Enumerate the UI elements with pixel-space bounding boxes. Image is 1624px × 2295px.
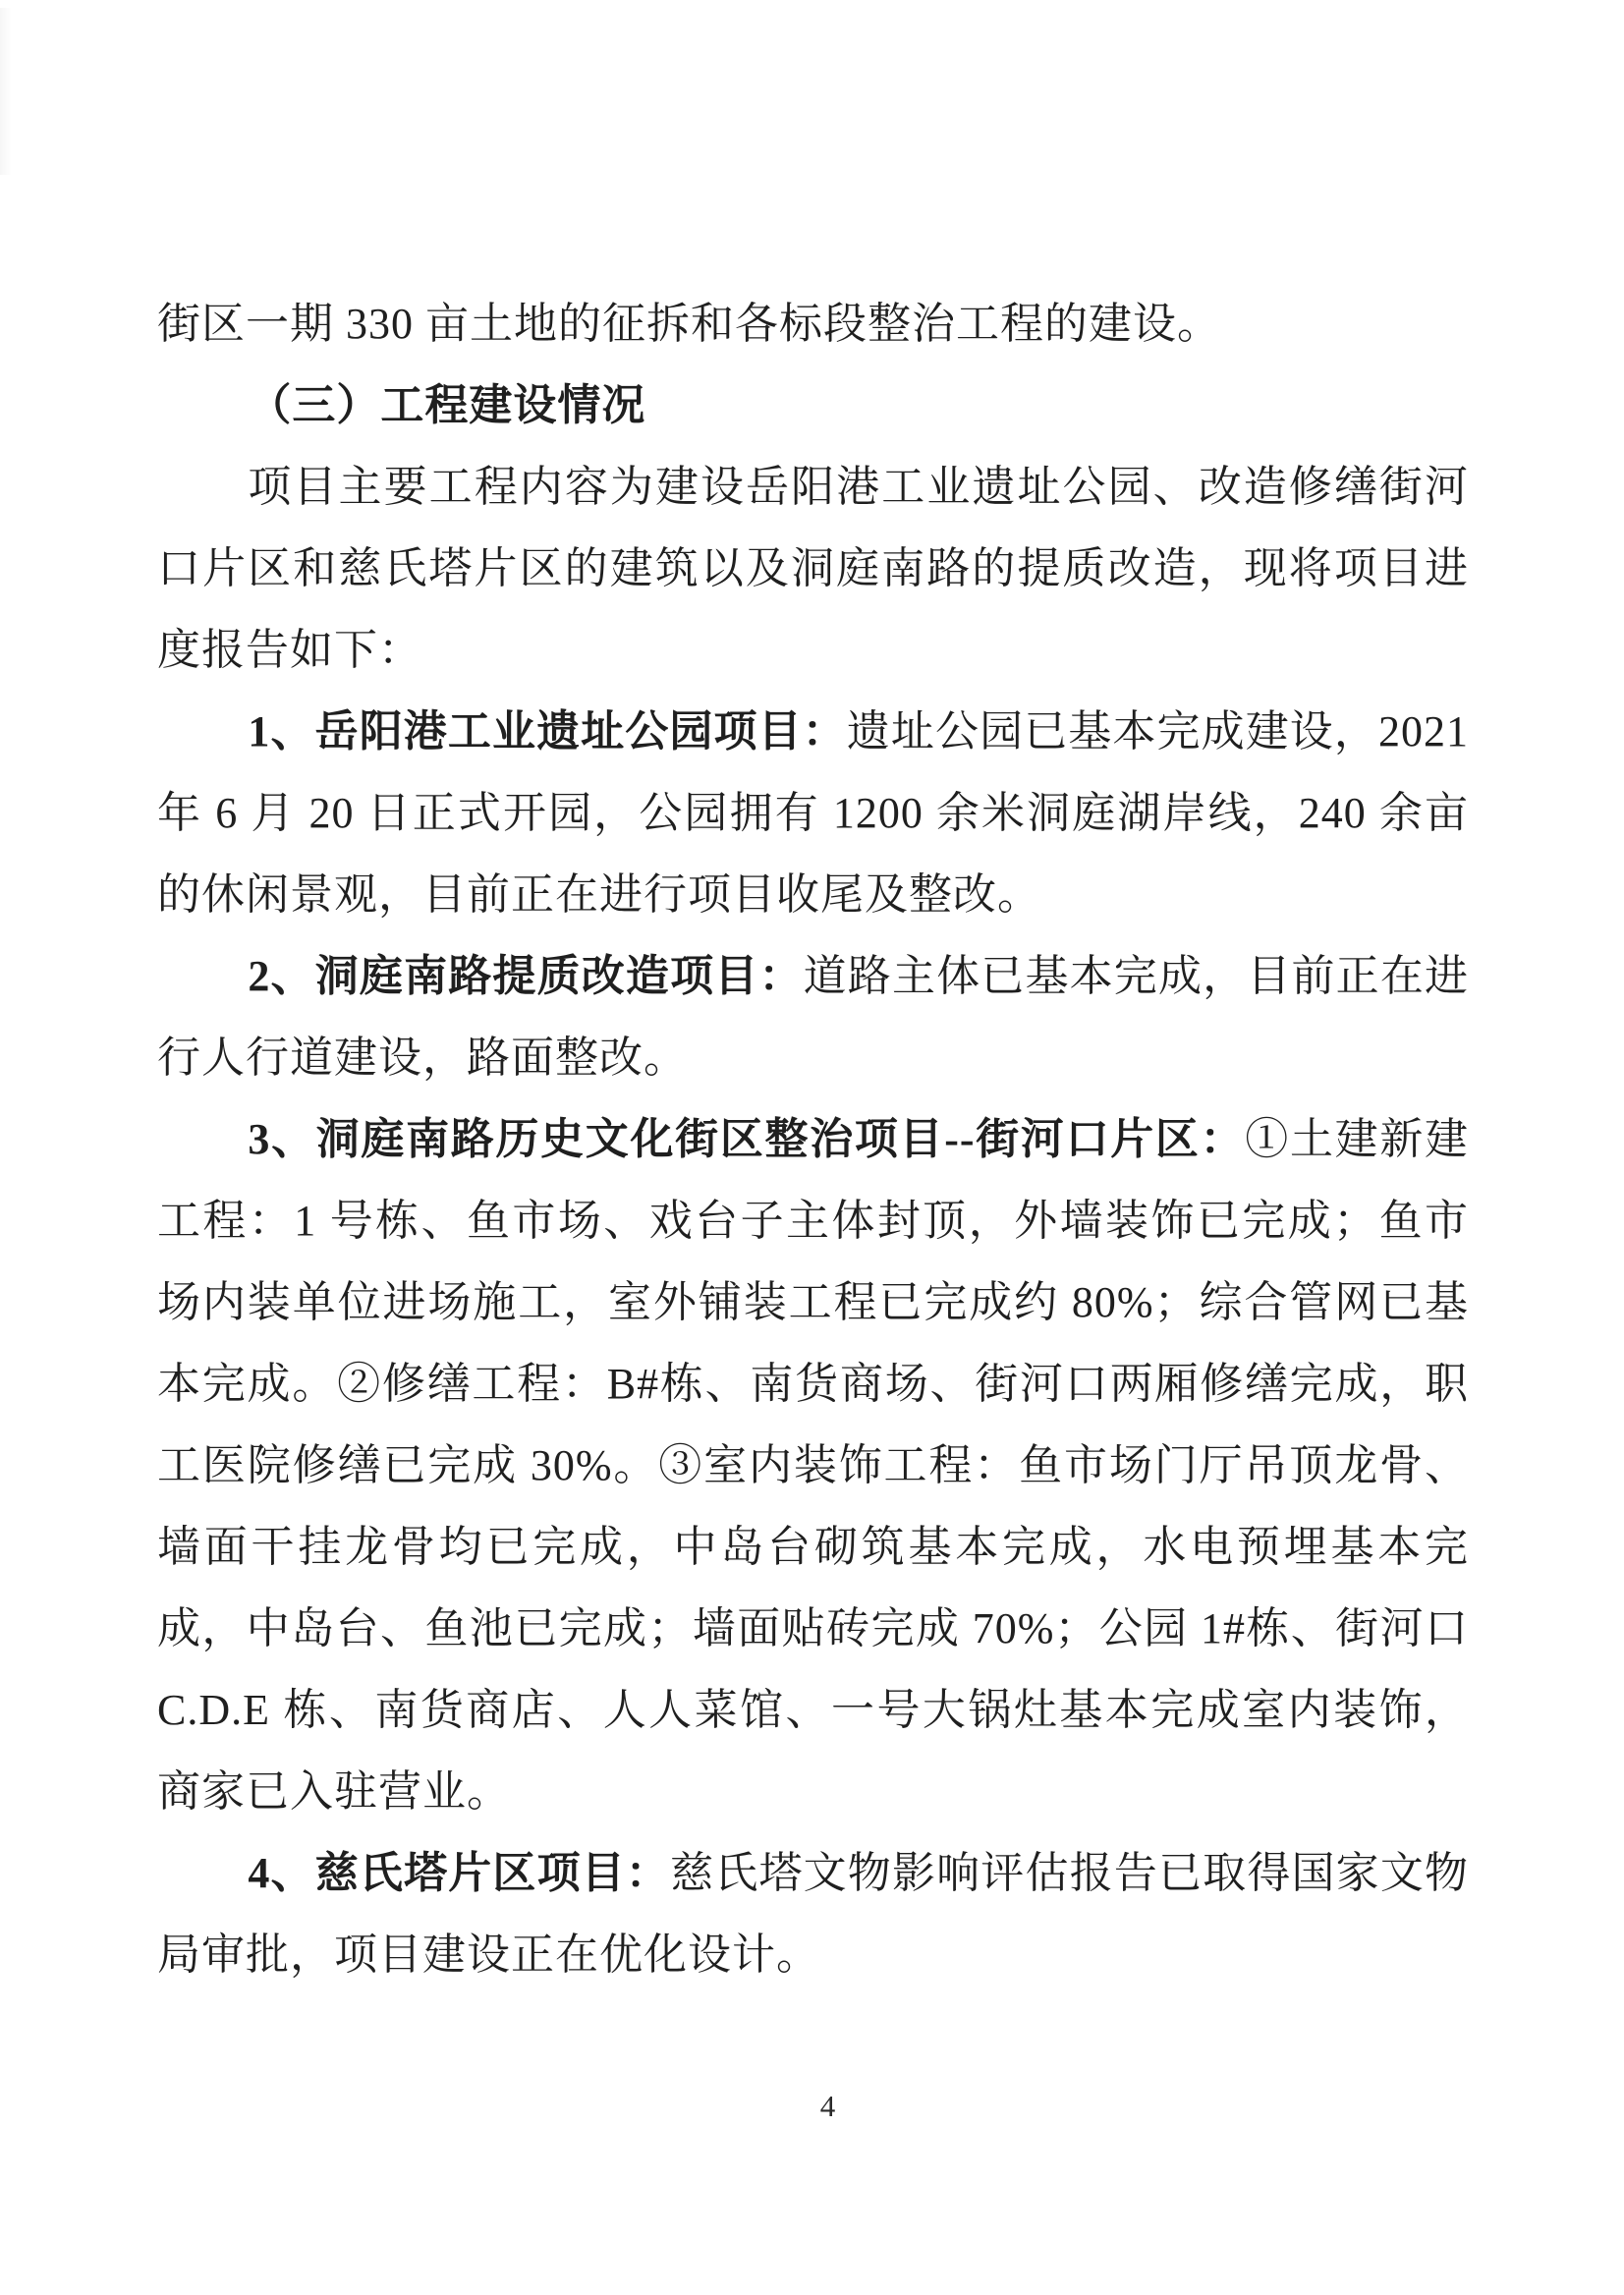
project-item-1-lead: 1、岳阳港工业遗址公园项目： — [248, 707, 847, 756]
project-item-2 — [157, 935, 1469, 1098]
project-item-2-body: 道路主体已基本完成，目前正在进行人行道建设，路面整改。 — [157, 952, 1469, 1082]
scan-edge-artifact — [0, 8, 12, 175]
project-item-4 — [157, 1832, 1469, 1995]
project-item-1 — [157, 691, 1469, 935]
project-item-2-lead: 2、洞庭南路提质改造项目： — [248, 952, 804, 1000]
project-item-4-lead: 4、慈氏塔片区项目： — [248, 1849, 671, 1897]
continuation-paragraph: 街区一期 330 亩土地的征拆和各标段整治工程的建设。 — [157, 300, 1221, 348]
project-item-1-body: 遗址公园已基本完成建设，2021 年 6 月 20 日正式开园，公园拥有 1200 余米洞庭湖岸线，240 余亩的休闲景观，目前正在进行项目收尾及整改。 — [157, 707, 1470, 919]
project-item-3 — [157, 1098, 1469, 1832]
page-number: 4 — [819, 2089, 836, 2123]
project-item-3-body: ①土建新建工程：1 号栋、鱼市场、戏台子主体封顶，外墙装饰已完成；鱼市场内装单位进场施工，室外铺装工程已完成约 80%；综合管网已基本完成。②修缮工程：B#栋、南货商场、街河口两厢修缮完成，职工医院修缮已完成 30%。③室内装饰工程：鱼市场门厅吊顶龙骨、墙面干挂龙骨均已完成，中岛台砌筑基本完成，水电预埋基本完成，中岛台、鱼池已完成；墙面贴砖完成 70%；公园 1#栋、街河口 C.D.E 栋、南货商店、人人菜馆、一号大锅灶基本完成室内装饰，商家已入驻营业。 — [157, 1115, 1469, 1816]
project-item-4-body: 慈氏塔文物影响评估报告已取得国家文物局审批，项目建设正在优化设计。 — [157, 1849, 1470, 1979]
project-item-3-lead: 3、洞庭南路历史文化街区整治项目--街河口片区： — [248, 1115, 1246, 1163]
section-heading: （三）工程建设情况 — [248, 381, 646, 429]
document-text-block — [157, 0, 1469, 1995]
intro-paragraph: 项目主要工程内容为建设岳阳港工业遗址公园、改造修缮街河口片区和慈氏塔片区的建筑以及洞庭南路的提质改造，现将项目进度报告如下： — [157, 463, 1469, 674]
